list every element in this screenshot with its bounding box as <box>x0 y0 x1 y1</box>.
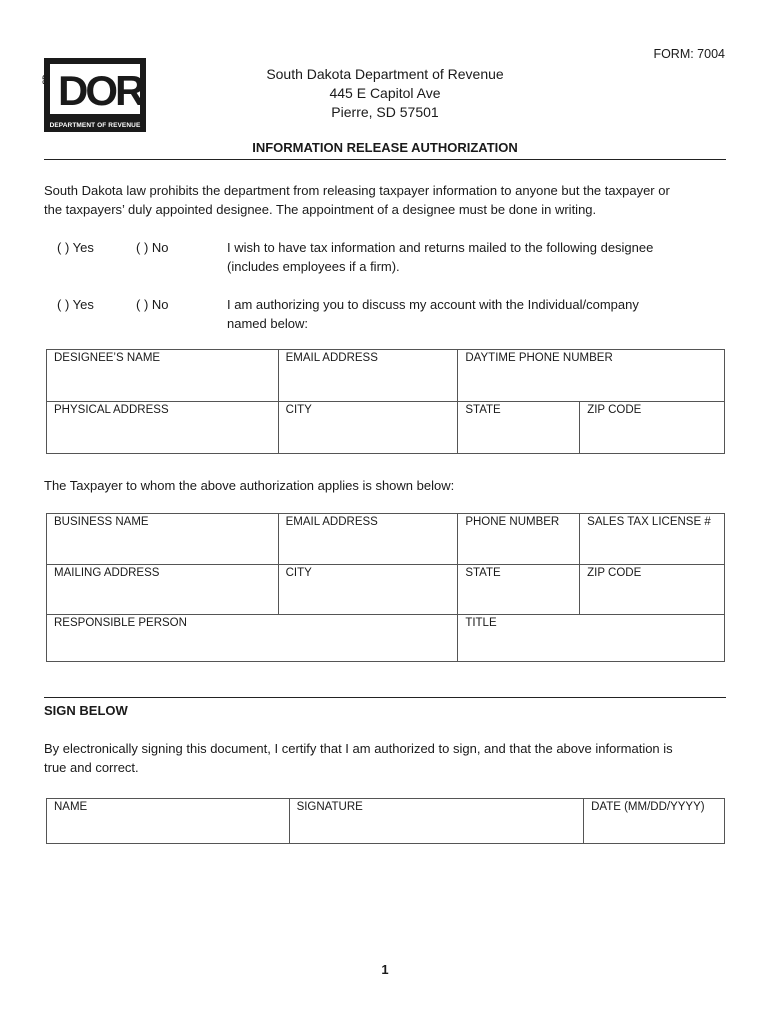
taxpayer-email-field[interactable]: EMAIL ADDRESS <box>278 514 458 565</box>
taxpayer-phone-field[interactable]: PHONE NUMBER <box>458 514 580 565</box>
option-2-no[interactable]: ( ) No <box>136 297 169 312</box>
agency-name: South Dakota Department of Revenue <box>266 66 504 82</box>
signature-table <box>46 798 725 844</box>
date-field[interactable]: DATE (MM/DD/YYYY) <box>584 799 725 844</box>
option-1-line-1: I wish to have tax information and returns mailed to the following designee <box>227 240 654 255</box>
table-row <box>47 615 725 662</box>
sign-heading: SIGN BELOW <box>44 703 128 718</box>
table-row <box>47 402 725 454</box>
intro-line-1: South Dakota law prohibits the department from releasing taxpayer information to anyone but the taxpayer or <box>44 183 670 198</box>
page-number: 1 <box>381 962 389 977</box>
designee-name-field[interactable]: DESIGNEE’S NAME <box>47 350 279 402</box>
taxpayer-state-field[interactable]: STATE <box>458 565 580 615</box>
designee-state-field[interactable]: STATE <box>458 402 580 454</box>
dor-logo <box>44 58 146 132</box>
certify-line-1: By electronically signing this document, I certify that I am authorized to sign, and that the above information is <box>44 741 673 756</box>
form-number: FORM: 7004 <box>653 47 725 61</box>
certify-line-2: true and correct. <box>44 760 139 775</box>
taxpayer-intro: The Taxpayer to whom the above authorization applies is shown below: <box>44 478 455 493</box>
form-title: INFORMATION RELEASE AUTHORIZATION <box>252 140 518 155</box>
responsible-person-field[interactable]: RESPONSIBLE PERSON <box>47 615 458 662</box>
designee-city-field[interactable]: CITY <box>278 402 458 454</box>
sign-divider <box>44 697 726 698</box>
option-2-text <box>227 295 727 333</box>
intro-paragraph <box>44 181 734 219</box>
option-1-yes[interactable]: ( ) Yes <box>57 240 94 255</box>
table-row <box>47 350 725 402</box>
taxpayer-table <box>46 513 725 662</box>
option-1-line-2: (includes employees if a firm). <box>227 259 400 274</box>
designee-email-field[interactable]: EMAIL ADDRESS <box>278 350 458 402</box>
agency-address <box>230 65 540 122</box>
designee-table <box>46 349 725 454</box>
signature-field[interactable]: SIGNATURE <box>289 799 584 844</box>
sales-tax-license-field[interactable]: SALES TAX LICENSE # <box>580 514 725 565</box>
signer-name-field[interactable]: NAME <box>47 799 290 844</box>
taxpayer-zip-field[interactable]: ZIP CODE <box>580 565 725 615</box>
title-divider <box>44 159 726 160</box>
designee-zip-field[interactable]: ZIP CODE <box>580 402 725 454</box>
mailing-address-field[interactable]: MAILING ADDRESS <box>47 565 279 615</box>
option-1-no[interactable]: ( ) No <box>136 240 169 255</box>
agency-city: Pierre, SD 57501 <box>331 104 439 120</box>
option-2-line-1: I am authorizing you to discuss my account with the Individual/company <box>227 297 639 312</box>
agency-street: 445 E Capitol Ave <box>329 85 441 101</box>
designee-phone-field[interactable]: DAYTIME PHONE NUMBER <box>458 350 725 402</box>
table-row <box>47 565 725 615</box>
intro-line-2: the taxpayers’ duly appointed designee. The appointment of a designee must be done in writing. <box>44 202 597 217</box>
option-2-yes[interactable]: ( ) Yes <box>57 297 94 312</box>
title-field[interactable]: TITLE <box>458 615 725 662</box>
option-2-line-2: named below: <box>227 316 308 331</box>
logo-side-text: SD <box>42 74 50 85</box>
certify-paragraph <box>44 739 744 777</box>
logo-caption: DEPARTMENT OF REVENUE <box>49 122 141 129</box>
designee-address-field[interactable]: PHYSICAL ADDRESS <box>47 402 279 454</box>
option-1-text <box>227 238 727 276</box>
business-name-field[interactable]: BUSINESS NAME <box>47 514 279 565</box>
table-row <box>47 514 725 565</box>
table-row <box>47 799 725 844</box>
taxpayer-city-field[interactable]: CITY <box>278 565 458 615</box>
logo-main-text: DOR <box>58 67 143 114</box>
